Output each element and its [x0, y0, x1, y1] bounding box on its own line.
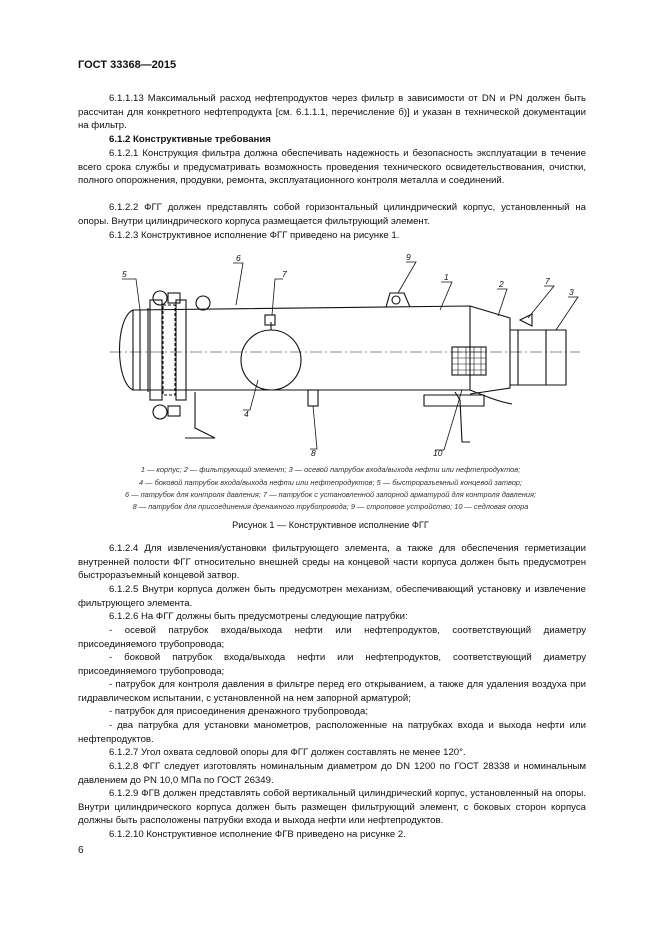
- closure-bolt-bottom: [153, 405, 167, 419]
- callout-7a: 7: [282, 269, 287, 279]
- page-number: 6: [78, 845, 84, 856]
- transition-cone: [470, 306, 510, 394]
- drain-nozzle: [308, 390, 318, 406]
- saddle-support-left: [185, 392, 215, 438]
- paragraph-6-1-1-13: 6.1.1.13 Максимальный расход нефтепродуктов через фильтр в зависимости от DN и PN должен быть рассчитан для конкретного нефтепродукта [см. 6.1.1.1, перечисление б)] и указан в технической документации на фильтр.: [78, 93, 586, 132]
- callout-5: 5: [122, 269, 127, 279]
- callout-4: 4: [244, 409, 249, 419]
- callout-1: 1: [444, 272, 449, 282]
- paragraph-6-1-2-5: 6.1.2.5 Внутри корпуса должен быть предусмотрен механизм, обеспечивающий установку и извлечение фильтрующего элемента.: [78, 584, 586, 609]
- closure-flange: [150, 300, 162, 400]
- paragraph-6-1-2-1: 6.1.2.1 Конструкция фильтра должна обеспечивать надежность и безопасность эксплуатации в течение всего срока службы и предусматривать возможность проведения технического освидетельствования, очистки, полного опорожнения, продувки, ремонта, эксплуатационного контроля металла и соединений.: [78, 148, 586, 187]
- list-item-axial-nozzle: - осевой патрубок входа/выхода нефти или нефтепродуктов, соответствующий диаметру присоединяемого трубопровода;: [78, 625, 586, 650]
- side-nozzle: [241, 330, 301, 390]
- document-header: ГОСТ 33368—2015: [78, 59, 177, 71]
- list-item-side-nozzle: - боковой патрубок входа/выхода нефти или нефтепродуктов, соответствующий диаметру присоединяемого трубопровода;: [78, 652, 586, 677]
- callout-8: 8: [311, 448, 316, 458]
- callout-2: 2: [499, 279, 504, 289]
- paragraph-6-1-2-9: 6.1.2.9 ФГВ должен представлять собой вертикальный цилиндрический корпус, установленный на опоры. Внутри цилиндрического корпуса должен быть размещен фильтрующий элемент, с боковых сторон корпуса должны быть расположены патрубки входа и выхода нефти или нефтепродуктов.: [78, 788, 586, 827]
- list-item-pressure-nozzle: - патрубок для контроля давления в фильтре перед его открыванием, а также для удаления воздуха при гидравлическом испытании, с установленной на нем запорной арматурой;: [78, 679, 586, 704]
- section-heading-text: 6.1.2 Конструктивные требования: [109, 134, 271, 145]
- callout-9: 9: [406, 252, 411, 262]
- callout-6: 6: [236, 253, 241, 263]
- figure-legend-line-2: 4 — боковой патрубок входа/выхода нефти или нефтепродуктов; 5 — быстроразъемный концевой затвор;: [139, 478, 522, 487]
- filter-body: [133, 306, 470, 390]
- figure-legend-line-3: 6 — патрубок для контроля давления; 7 — патрубок с установленной запорной арматурой для контроля давления;: [124, 490, 536, 499]
- figure-legend-line-4: 8 — патрубок для присоединения дренажного трубопровода; 9 — строповое устройство; 10 — седловая опора: [132, 502, 529, 511]
- paragraph-6-1-2-10: 6.1.2.10 Конструктивное исполнение ФГВ приведено на рисунке 2.: [109, 829, 406, 840]
- callout-7b: 7: [545, 276, 550, 286]
- list-item-drain-nozzle: - патрубок для присоединения дренажного трубопровода;: [109, 706, 368, 717]
- callout-10: 10: [433, 448, 443, 458]
- paragraph-6-1-2-7: 6.1.2.7 Угол охвата седловой опоры для ФГГ должен составлять не менее 120°.: [109, 747, 466, 758]
- end-cap: [120, 310, 134, 390]
- closure-bolt-top: [153, 291, 167, 305]
- callout-3: 3: [569, 287, 574, 297]
- saddle-support-right: [455, 392, 470, 442]
- paragraph-6-1-2-6: 6.1.2.6 На ФГГ должны быть предусмотрены следующие патрубки:: [109, 611, 408, 622]
- paragraph-6-1-2-3: 6.1.2.3 Конструктивное исполнение ФГГ приведено на рисунке 1.: [109, 230, 400, 241]
- paragraph-6-1-2-8: 6.1.2.8 ФГГ следует изготовлять номинальным диаметром до DN 1200 по ГОСТ 28338 и номинальным давлением до PN 10,0 МПа по ГОСТ 26349.: [78, 761, 586, 786]
- figure-title: Рисунок 1 — Конструктивное исполнение ФГГ: [232, 520, 429, 530]
- lifting-lug-right: [386, 293, 410, 307]
- list-item-manometer-nozzles: - два патрубка для установки манометров, расположенные на патрубках входа и выхода нефти или нефтепродуктов.: [78, 720, 586, 745]
- paragraph-6-1-2-4: 6.1.2.4 Для извлечения/установки фильтрующего элемента, а также для обеспечения герметизации внутренней полости ФГГ относительно внешней среды на концевой части корпуса должен быть предусмотрен быстроразъемный концевой затвор.: [78, 543, 586, 582]
- figure-legend-line-1: 1 — корпус; 2 — фильтрующий элемент; 3 — осевой патрубок входа/выхода нефти или нефтепродуктов;: [140, 465, 521, 474]
- paragraph-6-1-2-2: 6.1.2.2 ФГГ должен представлять собой горизонтальный цилиндрический корпус, установленный на опоры. Внутри цилиндрического корпуса размещается фильтрующий элемент.: [78, 202, 586, 227]
- lifting-lug-left: [196, 296, 210, 310]
